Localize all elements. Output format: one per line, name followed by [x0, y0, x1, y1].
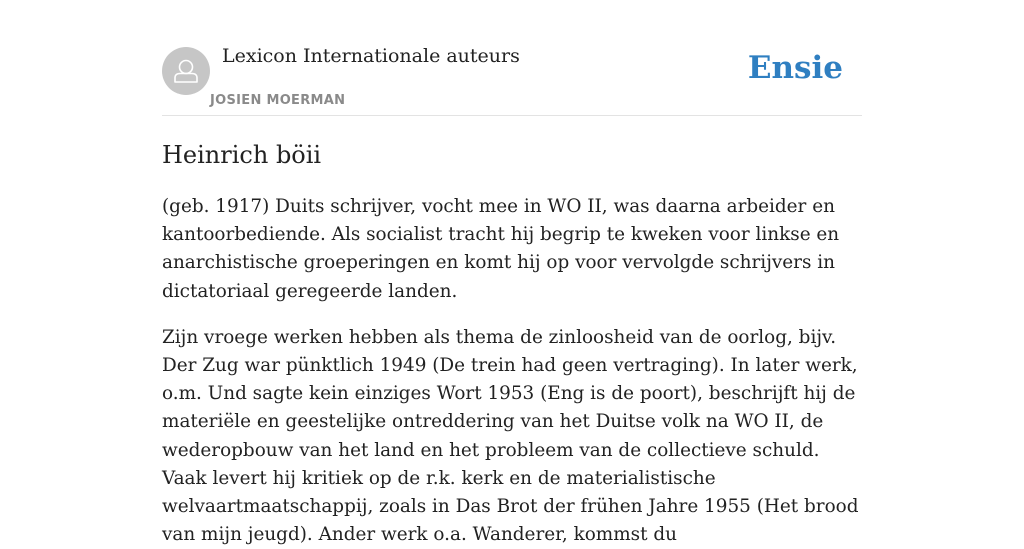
page-header — [162, 0, 862, 116]
author-name[interactable]: JOSIEN MOERMAN — [210, 93, 346, 108]
article-paragraph: Zijn vroege werken hebben als thema de zinloosheid van de oorlog, bijv. Der Zug war pünktlich 1949 (De trein had geen vertraging). In later werk, o.m. Und sagte kein einziges Wort 1953 (Eng is de poort), beschrijft hij de materiële en geestelijke ontreddering van het Duitse volk na WO II, de wederopbouw van het land en het probleem van de collectieve schuld. Vaak levert hij kritiek op de r.k. kerk en de materialistische welvaartmaatschappij, zoals in Das Brot der frühen Jahre 1955 (Het brood van mijn jeugd). Ander werk o.a. Wanderer, kommst du — [162, 326, 859, 546]
article-paragraph: (geb. 1917) Duits schrijver, vocht mee in WO II, was daarna arbeider en kantoorbediende. Als socialist tracht hij begrip te kweken voor linkse en anarchistische groeperingen en komt hij op voor vervolgde schrijvers in dictatoriaal geregeerde landen. — [162, 196, 840, 302]
user-placeholder-icon — [162, 47, 210, 95]
author-avatar[interactable] — [162, 47, 210, 95]
brand-logo[interactable]: Ensie — [747, 50, 843, 86]
publication-title[interactable]: Lexicon Internationale auteurs — [222, 45, 520, 67]
article-title: Heinrich böii — [162, 141, 322, 169]
article — [162, 139, 862, 549]
